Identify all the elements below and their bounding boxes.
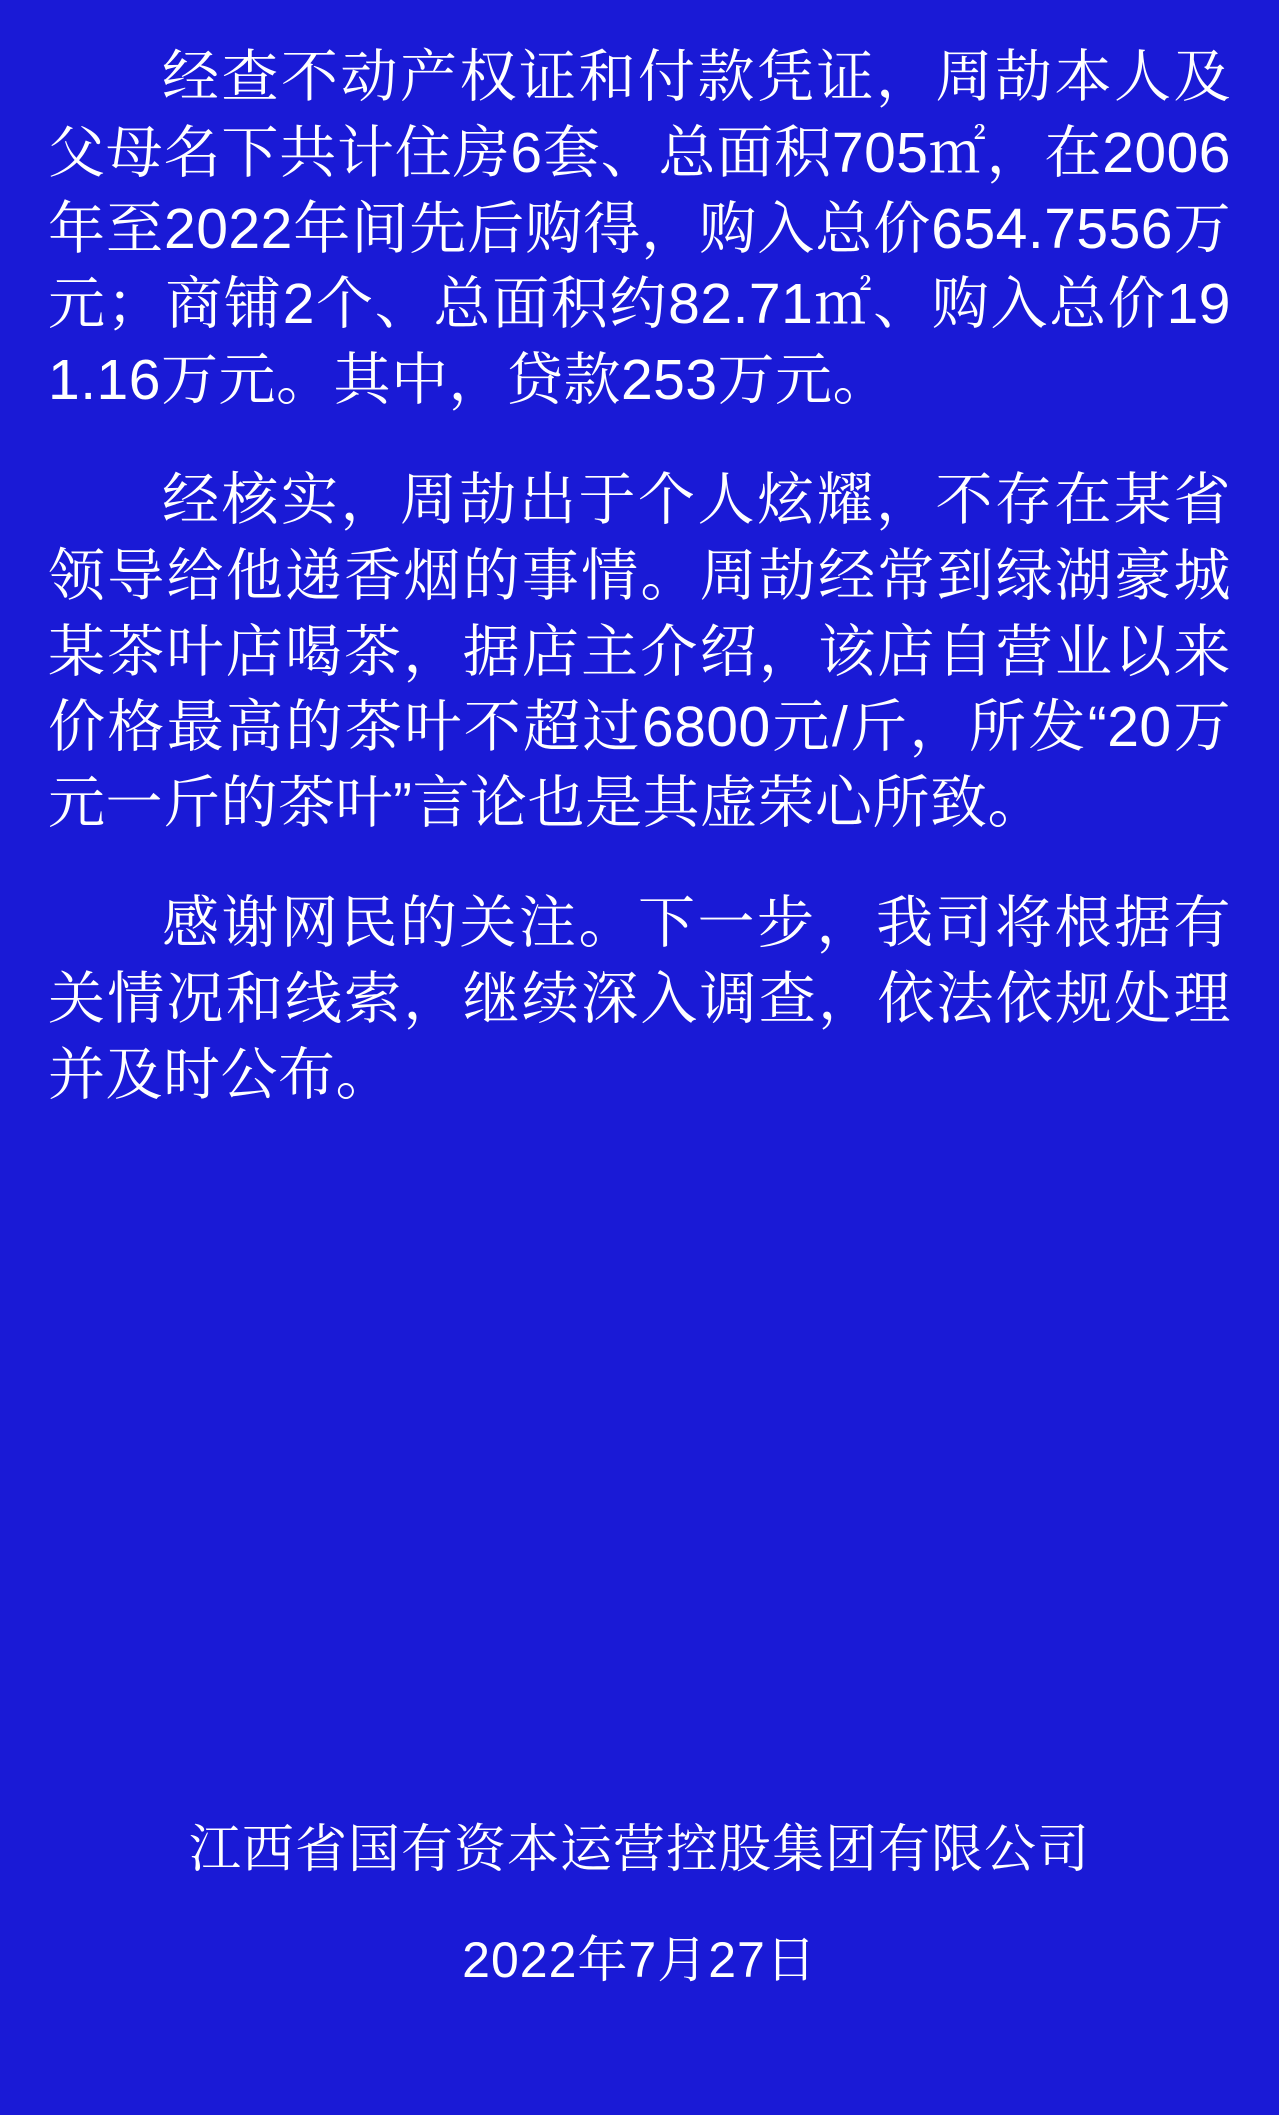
paragraph-1: 经查不动产权证和付款凭证，周劼本人及父母名下共计住房6套、总面积705㎡，在2006年至2022年间先后购得，购入总价654.7556万元；商铺2个、总面积约82.71㎡、购入总价191.16万元。其中，贷款253万元。: [48, 45, 1231, 413]
issue-date: 2022年7月27日: [462, 1932, 817, 1988]
signature-block: [48, 1814, 1231, 2115]
statement-body: [48, 40, 1231, 1113]
paragraph-3: 感谢网民的关注。下一步，我司将根据有关情况和线索，继续深入调查，依法依规处理并及时公布。: [48, 890, 1231, 1107]
layout-spacer: [48, 1113, 1231, 1814]
issuing-organization: 江西省国有资本运营控股集团有限公司: [188, 1821, 1090, 1880]
paragraph-2: 经核实，周劼出于个人炫耀，不存在某省领导给他递香烟的事情。周劼经常到绿湖豪城某茶叶店喝茶，据店主介绍，该店自营业以来价格最高的茶叶不超过6800元/斤，所发“20万元一斤的茶叶”言论也是其虚荣心所致。: [48, 467, 1231, 836]
